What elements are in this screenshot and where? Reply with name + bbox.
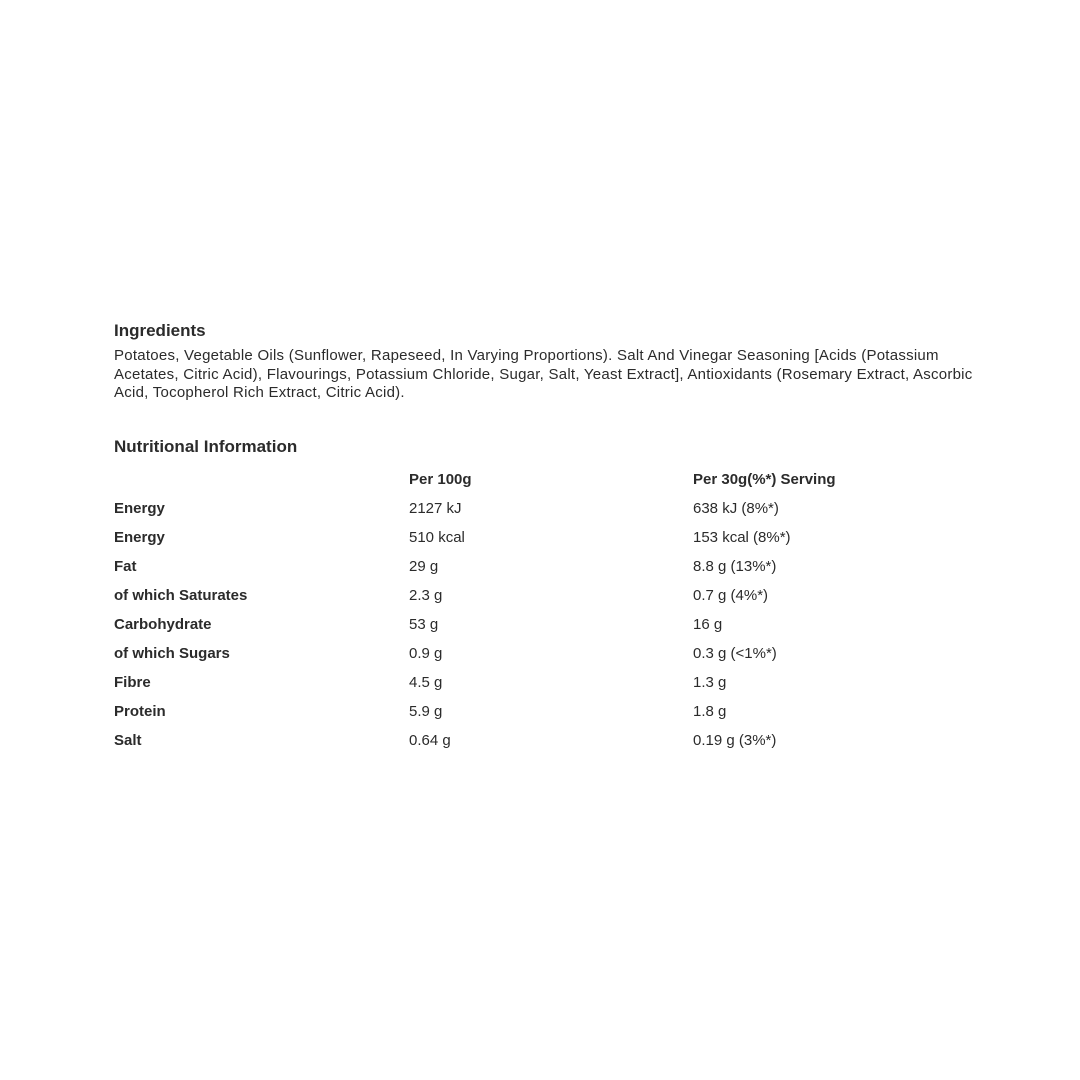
- per-100g-value: 510 kcal: [409, 528, 465, 546]
- ingredients-text: Potatoes, Vegetable Oils (Sunflower, Rapeseed, In Varying Proportions). Salt And Vinegar Seasoning [Acids (Potassium Acetates, Citric Acid), Flavourings, Potassium Chloride, Sugar, Salt, Yeast Extract], Antioxidants (Rosemary Extract, Ascorbic Acid, Tocopherol Rich Extract, Citric Acid).: [114, 347, 973, 401]
- table-row: [114, 726, 1004, 755]
- ingredients-heading: Ingredients: [114, 321, 206, 340]
- per-100g-value: 0.9 g: [409, 644, 443, 662]
- per-serving-value: 153 kcal (8%*): [693, 528, 791, 546]
- nutrient-label: Energy: [114, 499, 165, 517]
- per-100g-value: 2127 kJ: [409, 499, 462, 517]
- table-row: [114, 639, 1004, 668]
- table-row: [114, 610, 1004, 639]
- nutrient-label: Carbohydrate: [114, 615, 212, 633]
- table-row: [114, 697, 1004, 726]
- table-row: [114, 668, 1004, 697]
- per-serving-value: 8.8 g (13%*): [693, 557, 777, 575]
- per-100g-value: 53 g: [409, 615, 439, 633]
- nutrient-label: of which Sugars: [114, 644, 230, 662]
- nutrition-header-row: [114, 465, 1004, 494]
- per-100g-column-header: Per 100g: [409, 470, 472, 488]
- nutrition-table: [114, 465, 1004, 755]
- per-serving-value: 0.19 g (3%*): [693, 731, 777, 749]
- per-serving-value: 638 kJ (8%*): [693, 499, 779, 517]
- per-100g-value: 0.64 g: [409, 731, 451, 749]
- table-row: [114, 581, 1004, 610]
- per-100g-value: 5.9 g: [409, 702, 443, 720]
- table-row: [114, 523, 1004, 552]
- nutrient-label: Fibre: [114, 673, 151, 691]
- per-serving-value: 16 g: [693, 615, 723, 633]
- nutrient-column-header: [114, 465, 409, 494]
- nutrient-label: Fat: [114, 557, 137, 575]
- per-100g-value: 4.5 g: [409, 673, 443, 691]
- per-serving-value: 0.7 g (4%*): [693, 586, 769, 604]
- nutrient-label: of which Saturates: [114, 586, 248, 604]
- per-serving-value: 1.3 g: [693, 673, 727, 691]
- per-100g-value: 29 g: [409, 557, 439, 575]
- per-serving-value: 0.3 g (<1%*): [693, 644, 777, 662]
- product-info: [114, 321, 1004, 755]
- per-serving-value: 1.8 g: [693, 702, 727, 720]
- nutrient-label: Protein: [114, 702, 166, 720]
- table-row: [114, 494, 1004, 523]
- nutrient-label: Salt: [114, 731, 142, 749]
- per-serving-column-header: Per 30g(%*) Serving: [693, 470, 836, 488]
- table-row: [114, 552, 1004, 581]
- nutrition-heading: Nutritional Information: [114, 436, 298, 456]
- nutrient-label: Energy: [114, 528, 165, 546]
- per-100g-value: 2.3 g: [409, 586, 443, 604]
